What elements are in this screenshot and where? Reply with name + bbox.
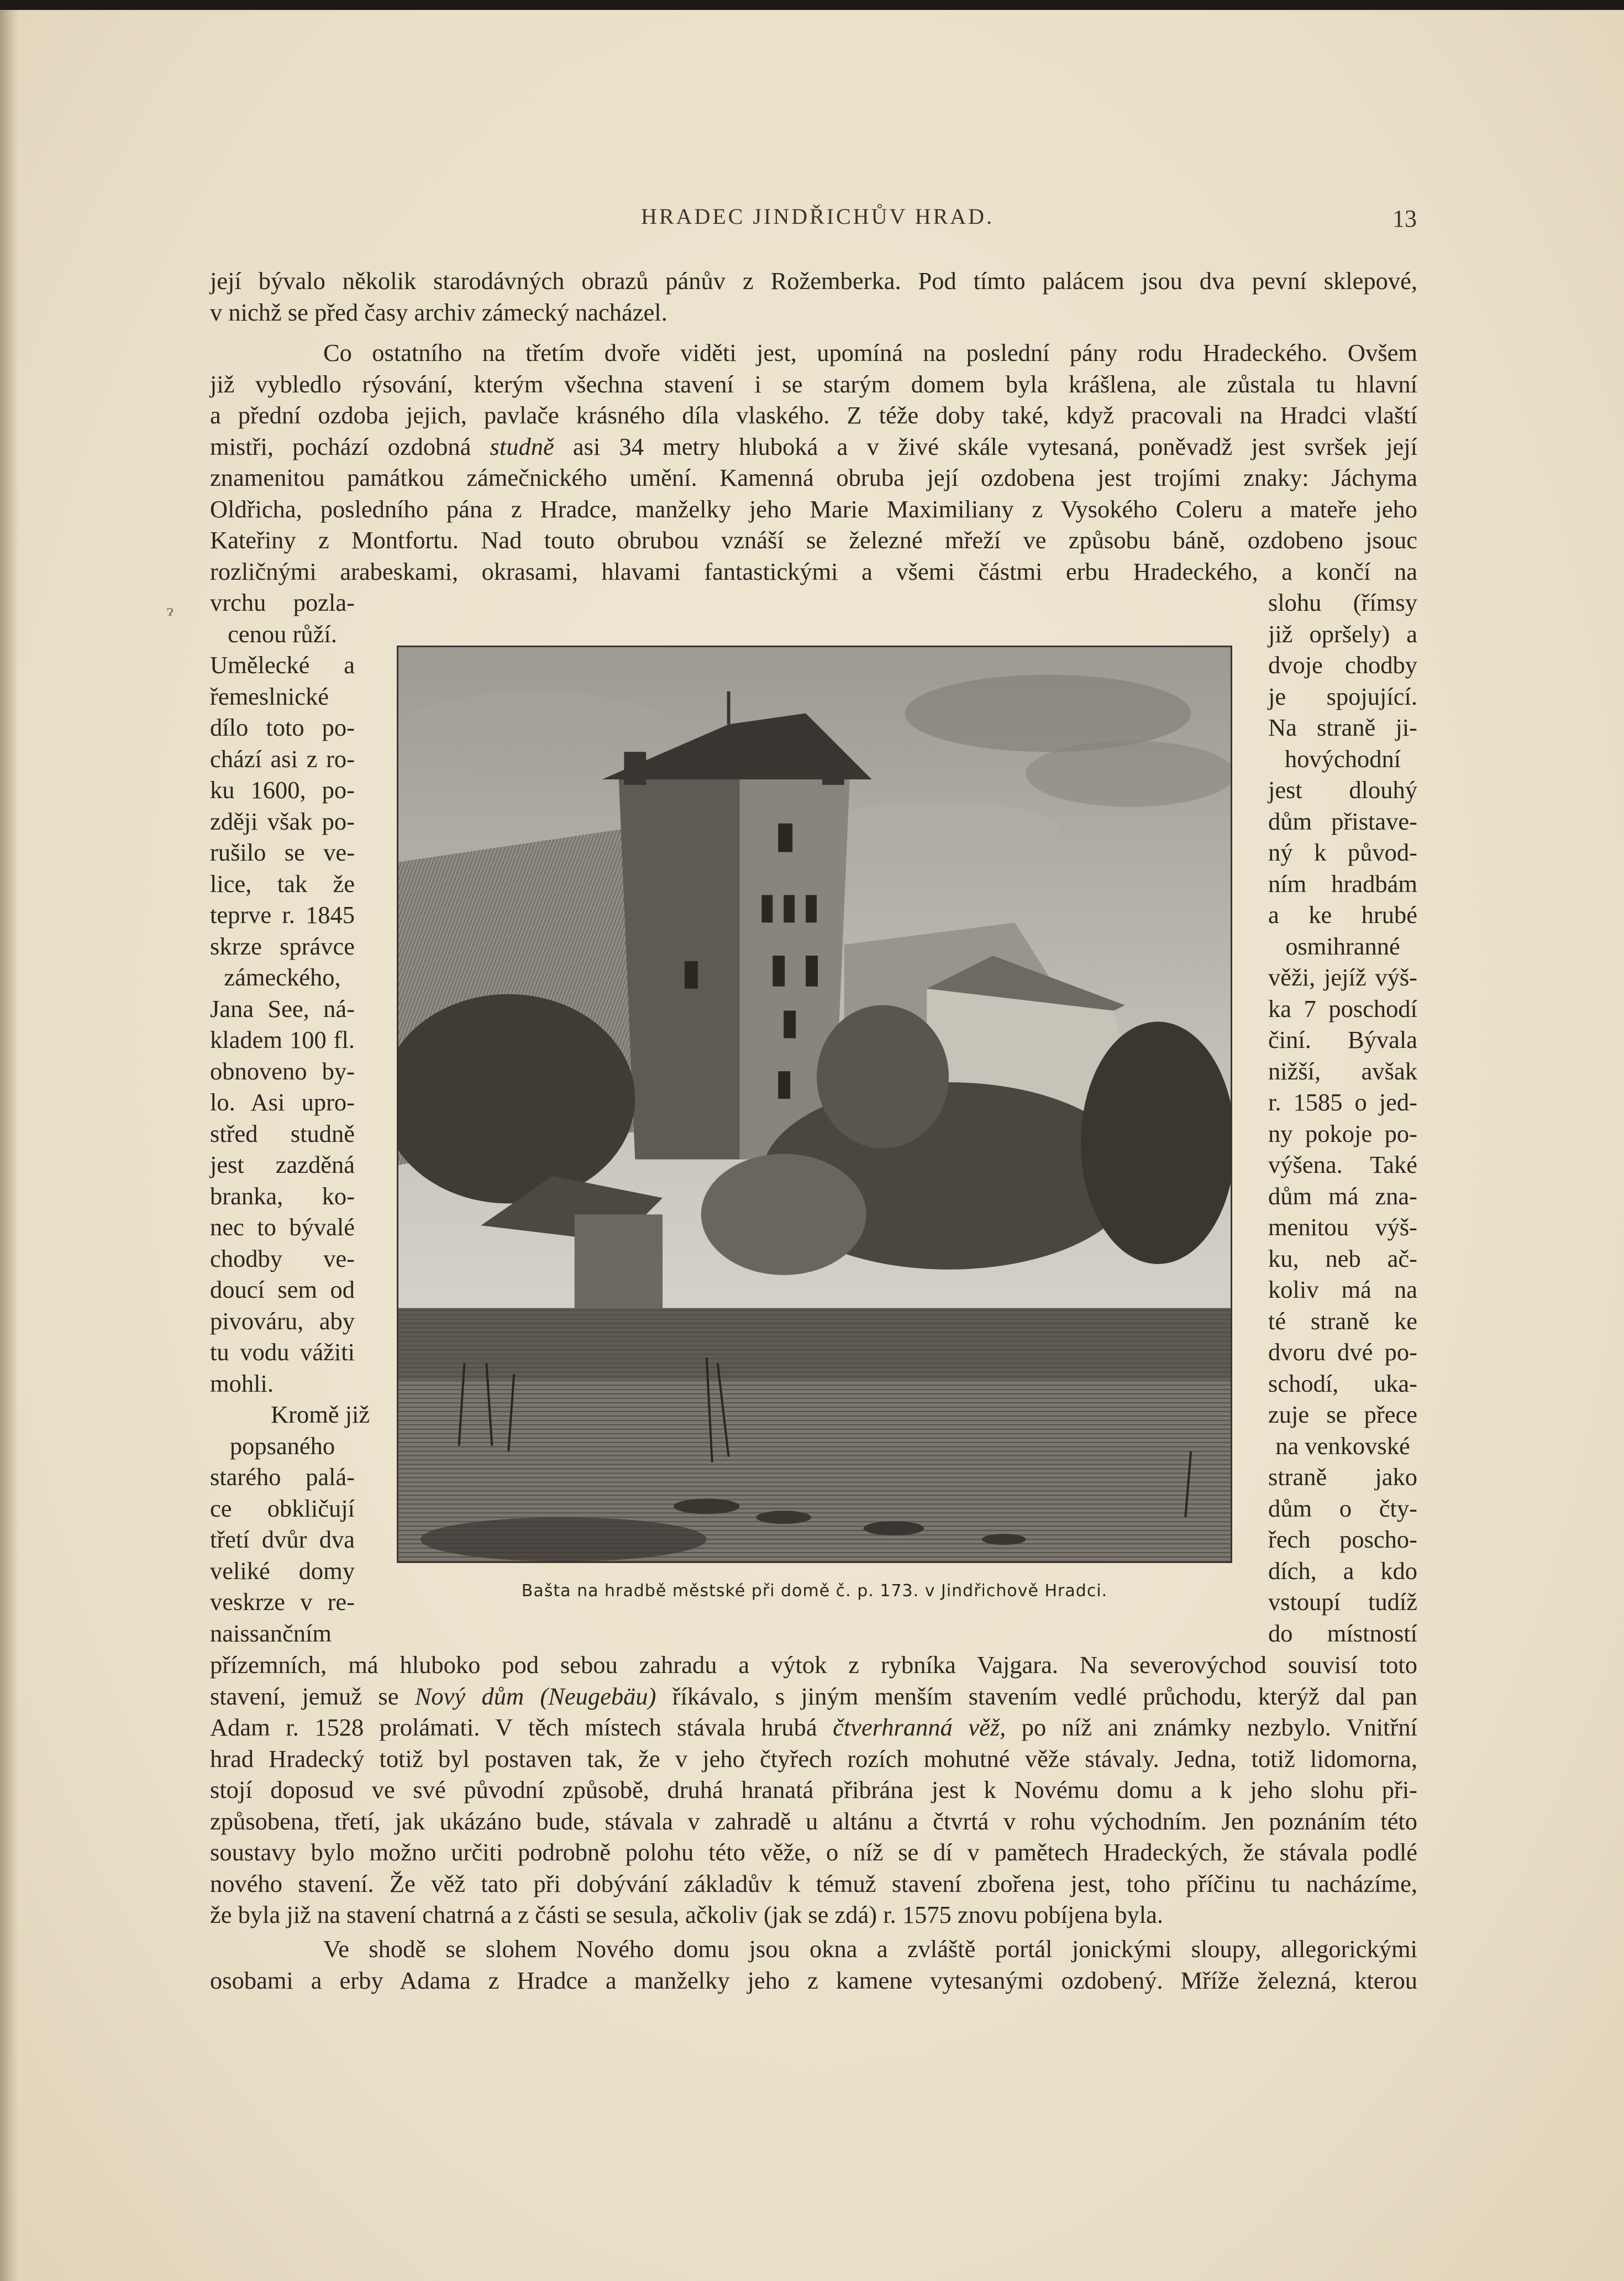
text-line: osmihranné — [1285, 932, 1400, 960]
text-line: teprve r. 1845 — [210, 901, 355, 929]
text-line: dvoje chodby — [1268, 651, 1417, 679]
text-line: straně jako — [1268, 1463, 1417, 1491]
paragraph-1 — [210, 265, 1417, 328]
italic-name: Nový dům (Neugebäu) — [414, 1682, 656, 1710]
text-line: a přední ozdoba jejich, pavlače krásného díla vlaského. Z téže doby také, když pracovali na Hradci vlaští — [210, 401, 1417, 429]
page-gutter-shadow — [0, 10, 19, 2281]
text-line: je spojující. — [1268, 682, 1417, 710]
text-line: věži, jejíž výš- — [1268, 963, 1417, 991]
text-line: zámeckého, — [224, 963, 341, 991]
text-line: chodby ve- — [210, 1244, 355, 1272]
text-line: činí. Bývala — [1268, 1026, 1417, 1053]
text-line: způsobena, třetí, jak ukázáno bude, stávala v zahradě u altánu a čtvrtá v rohu východním. Jen poznáním této — [210, 1807, 1417, 1835]
text-line: schodí, uka- — [1268, 1369, 1417, 1397]
text-line: rozličnými arabeskami, okrasami, hlavami fantastickými a všemi částmi erbu Hradeckého, a končí na — [210, 557, 1417, 585]
text-line: přízemních, má hluboko pod sebou zahradu a výtok z rybníka Vajgara. Na severovýchod souvisí toto — [210, 1651, 1417, 1679]
text-line: dům má zna- — [1268, 1182, 1417, 1210]
text-line: výšena. Také — [1268, 1151, 1417, 1178]
text-line: řemeslnické — [210, 682, 329, 710]
text-line: naissančním — [210, 1619, 332, 1647]
italic-phrase: čtverhranná věž, — [833, 1713, 1006, 1741]
text-line: skrze správce — [210, 932, 355, 960]
text-line: ka 7 poschodí — [1268, 994, 1417, 1022]
text-line: lice, tak že — [210, 869, 355, 898]
text-line: Oldřicha, posledního pána z Hradce, manželky jeho Marie Maximiliany z Vysokého Coleru a mateře jeho — [210, 495, 1417, 523]
text-line: rušilo se ve- — [210, 838, 355, 866]
paragraph-4 — [210, 1933, 1417, 1996]
text-line: r. 1585 o jed- — [1268, 1088, 1417, 1116]
paragraph-3 — [210, 1649, 1417, 1931]
text-line: ním hradbám — [1268, 869, 1417, 898]
text-span: Adam r. 1528 prolámati. V těch místech stávala hrubá — [210, 1713, 833, 1741]
text-line: stojí doposud ve své původní způsobě, druhá hranatá přibrána jest k Novému domu a k jeho slohu při- — [210, 1776, 1417, 1803]
text-line: cenou růží. — [228, 620, 337, 648]
text-line: Kateřiny z Montfortu. Nad touto obrubou vznáší se železné mřeží ve způsobu báně, ozdobeno jsouc — [210, 526, 1417, 554]
text-line: Na straně ji- — [1268, 714, 1417, 741]
text-line: ce obkličují — [210, 1494, 355, 1522]
text-line: mohli. — [210, 1369, 274, 1397]
text-line: lo. Asi upro- — [210, 1088, 355, 1116]
text-line: nového stavení. Že věž tato při dobývání základův k témuž stavení zbořena jest, toho příčinu tu nacházíme, — [210, 1869, 1417, 1897]
text-line: dvoru dvé po- — [1268, 1338, 1417, 1366]
text-line: vstoupí tudíž — [1268, 1588, 1417, 1616]
text-line: hovýchodní — [1284, 744, 1401, 773]
text-span: stavení, jemuž se — [210, 1682, 415, 1710]
text-line: ný k původ- — [1268, 838, 1417, 866]
text-line: již opršely) a — [1268, 620, 1417, 648]
text-line: a ke hrubé — [1268, 901, 1417, 929]
text-line: ku, neb ač- — [1268, 1244, 1417, 1272]
text-line: veskrze v re- — [210, 1588, 355, 1616]
text-line: koliv má na — [1268, 1276, 1417, 1303]
text-line: již vybledlo rýsování, kterým všechna stavení i se starým domem byla krášlena, ale zůstala tu hlavní — [210, 370, 1417, 398]
text-line: obnoveno by- — [210, 1057, 355, 1085]
text-line: Ve shodě se slohem Nového domu jsou okna a zvláště portál jonickými sloupy, allegorickými — [323, 1935, 1417, 1963]
text-line: Co ostatního na třetím dvoře viděti jest, upomíná na poslední pány rodu Hradeckého. Ovšem — [323, 339, 1417, 366]
text-line — [210, 431, 1417, 463]
text-line: hrad Hradecký totiž byl postaven tak, že v jeho čtyřech rozích mohutné věže stávaly. Jedna, totiž lidomorna, — [210, 1744, 1417, 1773]
text-span: po níž ani známky nezbylo. Vnitřní — [1006, 1713, 1417, 1741]
text-line: střed studně — [210, 1119, 355, 1147]
scan-border-top — [0, 0, 1624, 10]
margin-mark: ɂ — [167, 601, 174, 620]
right-column-text — [1268, 587, 1417, 1649]
text-line: veliké domy — [210, 1556, 355, 1585]
text-span: mistři, pochází ozdobná — [210, 432, 490, 460]
text-line: starého palá- — [210, 1463, 355, 1491]
text-line: zuje se přece — [1268, 1401, 1417, 1428]
text-line: ku 1600, po- — [210, 776, 355, 804]
text-line: tu vodu vážiti — [210, 1338, 355, 1366]
figure-caption: Bašta na hradbě městské při domě č. p. 173. v Jindřichově Hradci. — [521, 1581, 1108, 1601]
text-line: že byla již na stavení chatrná a z části se sesula, ačkoliv (jak se zdá) r. 1575 znovu pobíjena byla. — [210, 1901, 1163, 1928]
page-number: 13 — [1392, 205, 1417, 232]
text-line: Jana See, ná- — [210, 994, 355, 1022]
text-line: nec to bývalé — [210, 1213, 355, 1241]
text-line: do místností — [1268, 1619, 1417, 1647]
text-line — [210, 1681, 1417, 1712]
text-line: jest zazděná — [210, 1151, 355, 1178]
text-line: Kromě již — [271, 1401, 370, 1428]
text-line: Umělecké a — [210, 651, 355, 679]
text-span: říkávalo, s jiným menším stavením vedlé průchodu, kterýž dal pan — [656, 1682, 1417, 1710]
book-page — [0, 10, 1624, 2281]
text-line: pivováru, aby — [210, 1307, 355, 1335]
text-line: znamenitou památkou zámečnického umění. Kamenná obruba její ozdobena jest trojími znaky: Jáchyma — [210, 464, 1417, 491]
text-line: nižší, avšak — [1268, 1057, 1417, 1085]
text-line: popsaného — [229, 1431, 335, 1460]
text-line: chází asi z ro- — [210, 744, 355, 773]
text-line: zději však po- — [210, 807, 355, 835]
left-column-text — [210, 587, 370, 1649]
text-line: vrchu pozla- — [210, 589, 355, 616]
paragraph-2 — [210, 337, 1417, 587]
text-span: asi 34 metry hluboká a v živé skále vytesaná, poněvadž jest svršek její — [554, 432, 1417, 460]
engraving-illustration — [397, 646, 1232, 1563]
text-line: dům o čty- — [1268, 1494, 1417, 1522]
castle-bastion-engraving — [398, 647, 1231, 1561]
text-line: dílo toto po- — [210, 714, 355, 741]
text-line: menitou výš- — [1268, 1213, 1417, 1241]
text-line: branka, ko- — [210, 1182, 355, 1210]
running-title: HRADEC JINDŘICHŮV HRAD. — [641, 204, 995, 229]
text-line: třetí dvůr dva — [210, 1525, 355, 1553]
text-line: soustavy bylo možno určiti podrobně polohu této věže, o níž se dí v pamětech Hradeckých, že stávala podlé — [210, 1838, 1417, 1866]
text-line — [210, 1712, 1417, 1743]
text-line: kladem 100 fl. — [210, 1026, 355, 1053]
text-line: jest dlouhý — [1268, 776, 1417, 804]
text-line: slohu (římsy — [1268, 589, 1417, 616]
text-line: řech poscho- — [1268, 1525, 1417, 1553]
text-line: dům přistave- — [1268, 807, 1417, 835]
italic-word: studně — [490, 432, 554, 460]
text-line: na venkovské — [1275, 1431, 1410, 1460]
text-line: osobami a erby Adama z Hradce a manželky jeho z kamene vytesanými ozdobený. Mříže železná, kterou — [210, 1966, 1417, 1994]
text-line: v nichž se před časy archiv zámecký nacházel. — [210, 298, 668, 326]
text-line: té straně ke — [1268, 1307, 1417, 1335]
text-line: ny pokoje po- — [1268, 1119, 1417, 1147]
text-line: její bývalo několik starodávných obrazů pánův z Rožemberka. Pod tímto palácem jsou dva pevní sklepové, — [210, 267, 1417, 295]
text-line: dích, a kdo — [1268, 1556, 1417, 1585]
text-line: doucí sem od — [210, 1276, 355, 1303]
